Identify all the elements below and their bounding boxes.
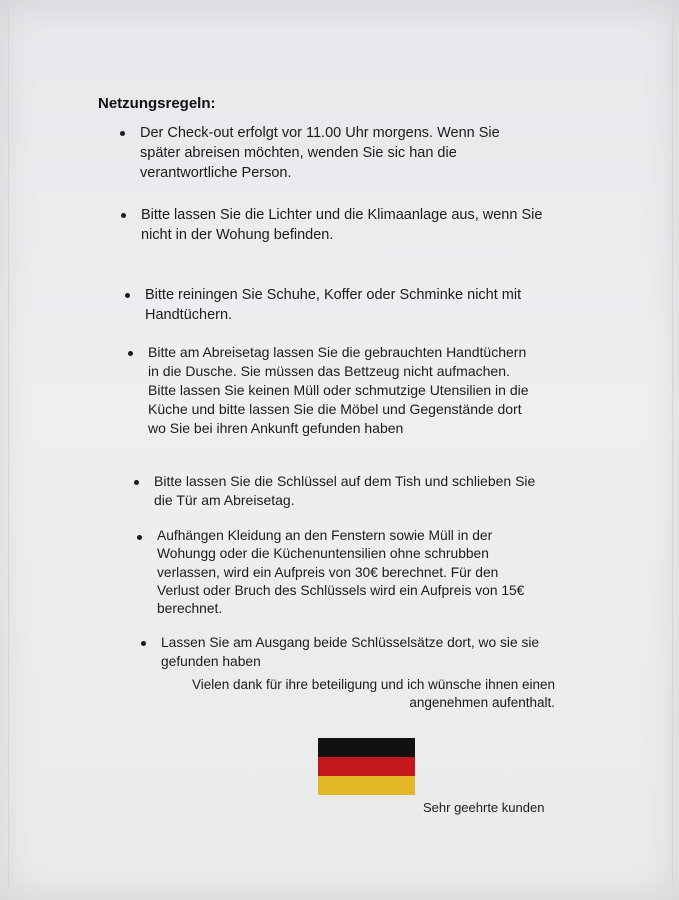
rule-line: Wohungg oder die Küchenuntensilien ohne schrubben: [157, 546, 489, 562]
signature-text: Sehr geehrte kunden: [423, 800, 545, 815]
rule-line: in die Dusche. Sie müssen das Bettzeug nicht aufmachen.: [148, 363, 510, 379]
rule-line: Verlust oder Bruch des Schlüssels wird ein Aufpreis von 15€: [157, 582, 525, 598]
rule-item: [157, 527, 524, 618]
flag-stripe-red: [318, 757, 415, 776]
closing-message: [192, 676, 555, 712]
rule-line: später abreisen möchten, wenden Sie sic han die: [140, 145, 457, 161]
closing-line: angenehmen aufenthalt.: [409, 695, 555, 710]
german-flag-icon: [318, 738, 415, 795]
rule-line: Bitte lassen Sie keinen Müll oder schmutzige Utensilien in die: [148, 382, 529, 398]
rule-item: [140, 123, 500, 183]
rule-line: Aufhängen Kleidung an den Fenstern sowie Müll in der: [157, 528, 493, 543]
rule-line: Bitte lassen Sie die Schlüssel auf dem Tish und schlieben Sie: [154, 473, 536, 489]
rule-line: Lassen Sie am Ausgang beide Schlüsselsätze dort, wo sie sie: [161, 635, 540, 650]
flag-stripe-black: [318, 738, 415, 757]
bullet-icon: [141, 641, 146, 646]
rule-line: Bitte lassen Sie die Lichter und die Klimaanlage aus, wenn Sie: [141, 207, 543, 223]
rule-line: verlassen, wird ein Aufpreis von 30€ berechnet. Für den: [157, 564, 499, 580]
bullet-icon: [134, 480, 139, 485]
rule-line: gefunden haben: [161, 654, 261, 669]
rule-item: [148, 343, 529, 438]
rule-line: Handtüchern.: [145, 307, 233, 323]
rule-item: [145, 285, 521, 325]
rule-line: Küche und bitte lassen Sie die Möbel und Gegenstände dort: [148, 401, 522, 417]
rule-item: [154, 472, 535, 510]
bullet-icon: [137, 535, 142, 540]
rule-line: wo Sie bei ihren Ankunft gefunden haben: [148, 420, 404, 436]
rule-line: Bitte am Abreisetag lassen Sie die gebrauchten Handtüchern: [148, 344, 527, 360]
notice-title: Netzungsregeln:: [98, 95, 216, 112]
rule-line: Bitte reiningen Sie Schuhe, Koffer oder Schminke nicht mit: [145, 287, 522, 303]
rule-item: [141, 205, 542, 245]
flag-stripe-gold: [318, 776, 415, 795]
rule-line: berechnet.: [157, 601, 223, 617]
bullet-icon: [125, 293, 130, 298]
rule-line: nicht in der Wohung befinden.: [141, 227, 334, 243]
bullet-icon: [128, 351, 133, 356]
bullet-icon: [120, 131, 125, 136]
rule-line: die Tür am Abreisetag.: [154, 492, 295, 508]
bullet-icon: [121, 213, 126, 218]
rule-item: [161, 633, 539, 671]
closing-line: Vielen dank für ihre beteiligung und ich wünsche ihnen einen: [191, 677, 555, 692]
rule-line: verantwortliche Person.: [140, 165, 292, 181]
rule-line: Der Check-out erfolgt vor 11.00 Uhr morgens. Wenn Sie: [140, 125, 500, 141]
